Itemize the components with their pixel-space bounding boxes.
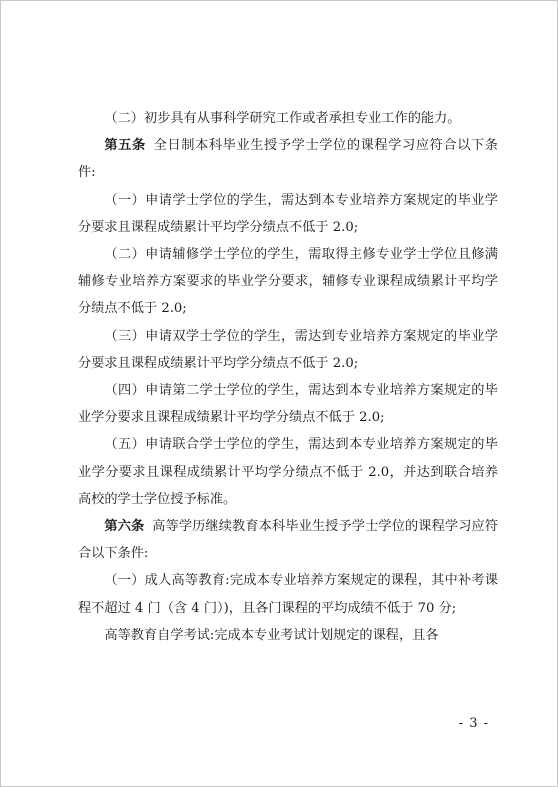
paragraph-text: （五）申请联合学士学位的学生，需达到本专业培养方案规定的毕业学分要求且课程成绩累计平均学分绩点不低于 2.0，并达到联合培养高校的学士学位授予标准。 (78, 437, 498, 507)
paragraph-5 (78, 323, 498, 377)
paragraph-10 (78, 622, 498, 649)
article-5-heading-paragraph (78, 132, 498, 186)
paragraph-text: （二）申请辅修学士学位的学生，需取得主修专业学士学位且修满辅修专业培养方案要求的毕业学分要求，辅修专业课程成绩累计平均学分绩点不低于 2.0; (78, 247, 498, 317)
paragraph-1 (78, 105, 498, 132)
paragraph-7 (78, 431, 498, 513)
article-number: 第五条 (104, 138, 146, 154)
paragraph-text: （二）初步具有从事科学研究工作或者承担专业工作的能力。 (104, 111, 461, 126)
paragraph-9 (78, 567, 498, 621)
paragraph-text: （一）成人高等教育:完成本专业培养方案规定的课程，其中补考课程不超过 4 门（含 4 门）)，且各门课程的平均成绩不低于 70 分; (78, 573, 498, 616)
paragraph-3 (78, 187, 498, 241)
paragraph-text: （三）申请双学士学位的学生，需达到专业培养方案规定的毕业学分要求且课程成绩累计平均学分绩点不低于 2.0; (78, 328, 498, 371)
article-number: 第六条 (104, 519, 145, 535)
article-6-heading-paragraph (78, 513, 498, 567)
page-number: - 3 - (458, 716, 489, 731)
paragraph-text: 全日制本科毕业生授予学士学位的课程学习应符合以下条件: (78, 138, 498, 181)
paragraph-text: （一）申请学士学位的学生，需达到本专业培养方案规定的毕业学分要求且课程成绩累计平均学分绩点不低于 2.0; (78, 192, 498, 235)
paragraph-4 (78, 241, 498, 323)
document-body (78, 105, 498, 649)
paragraph-text: 高等教育自学考试:完成本专业考试计划规定的课程，且各 (104, 627, 439, 643)
paragraph-text: （四）申请第二学士学位的学生，需达到本专业培养方案规定的毕业学分要求且课程成绩累计平均学分绩点不低于 2.0; (78, 383, 498, 426)
paragraph-6 (78, 377, 498, 431)
paragraph-text: 高等学历继续教育本科毕业生授予学士学位的课程学习应符合以下条件: (78, 519, 499, 562)
